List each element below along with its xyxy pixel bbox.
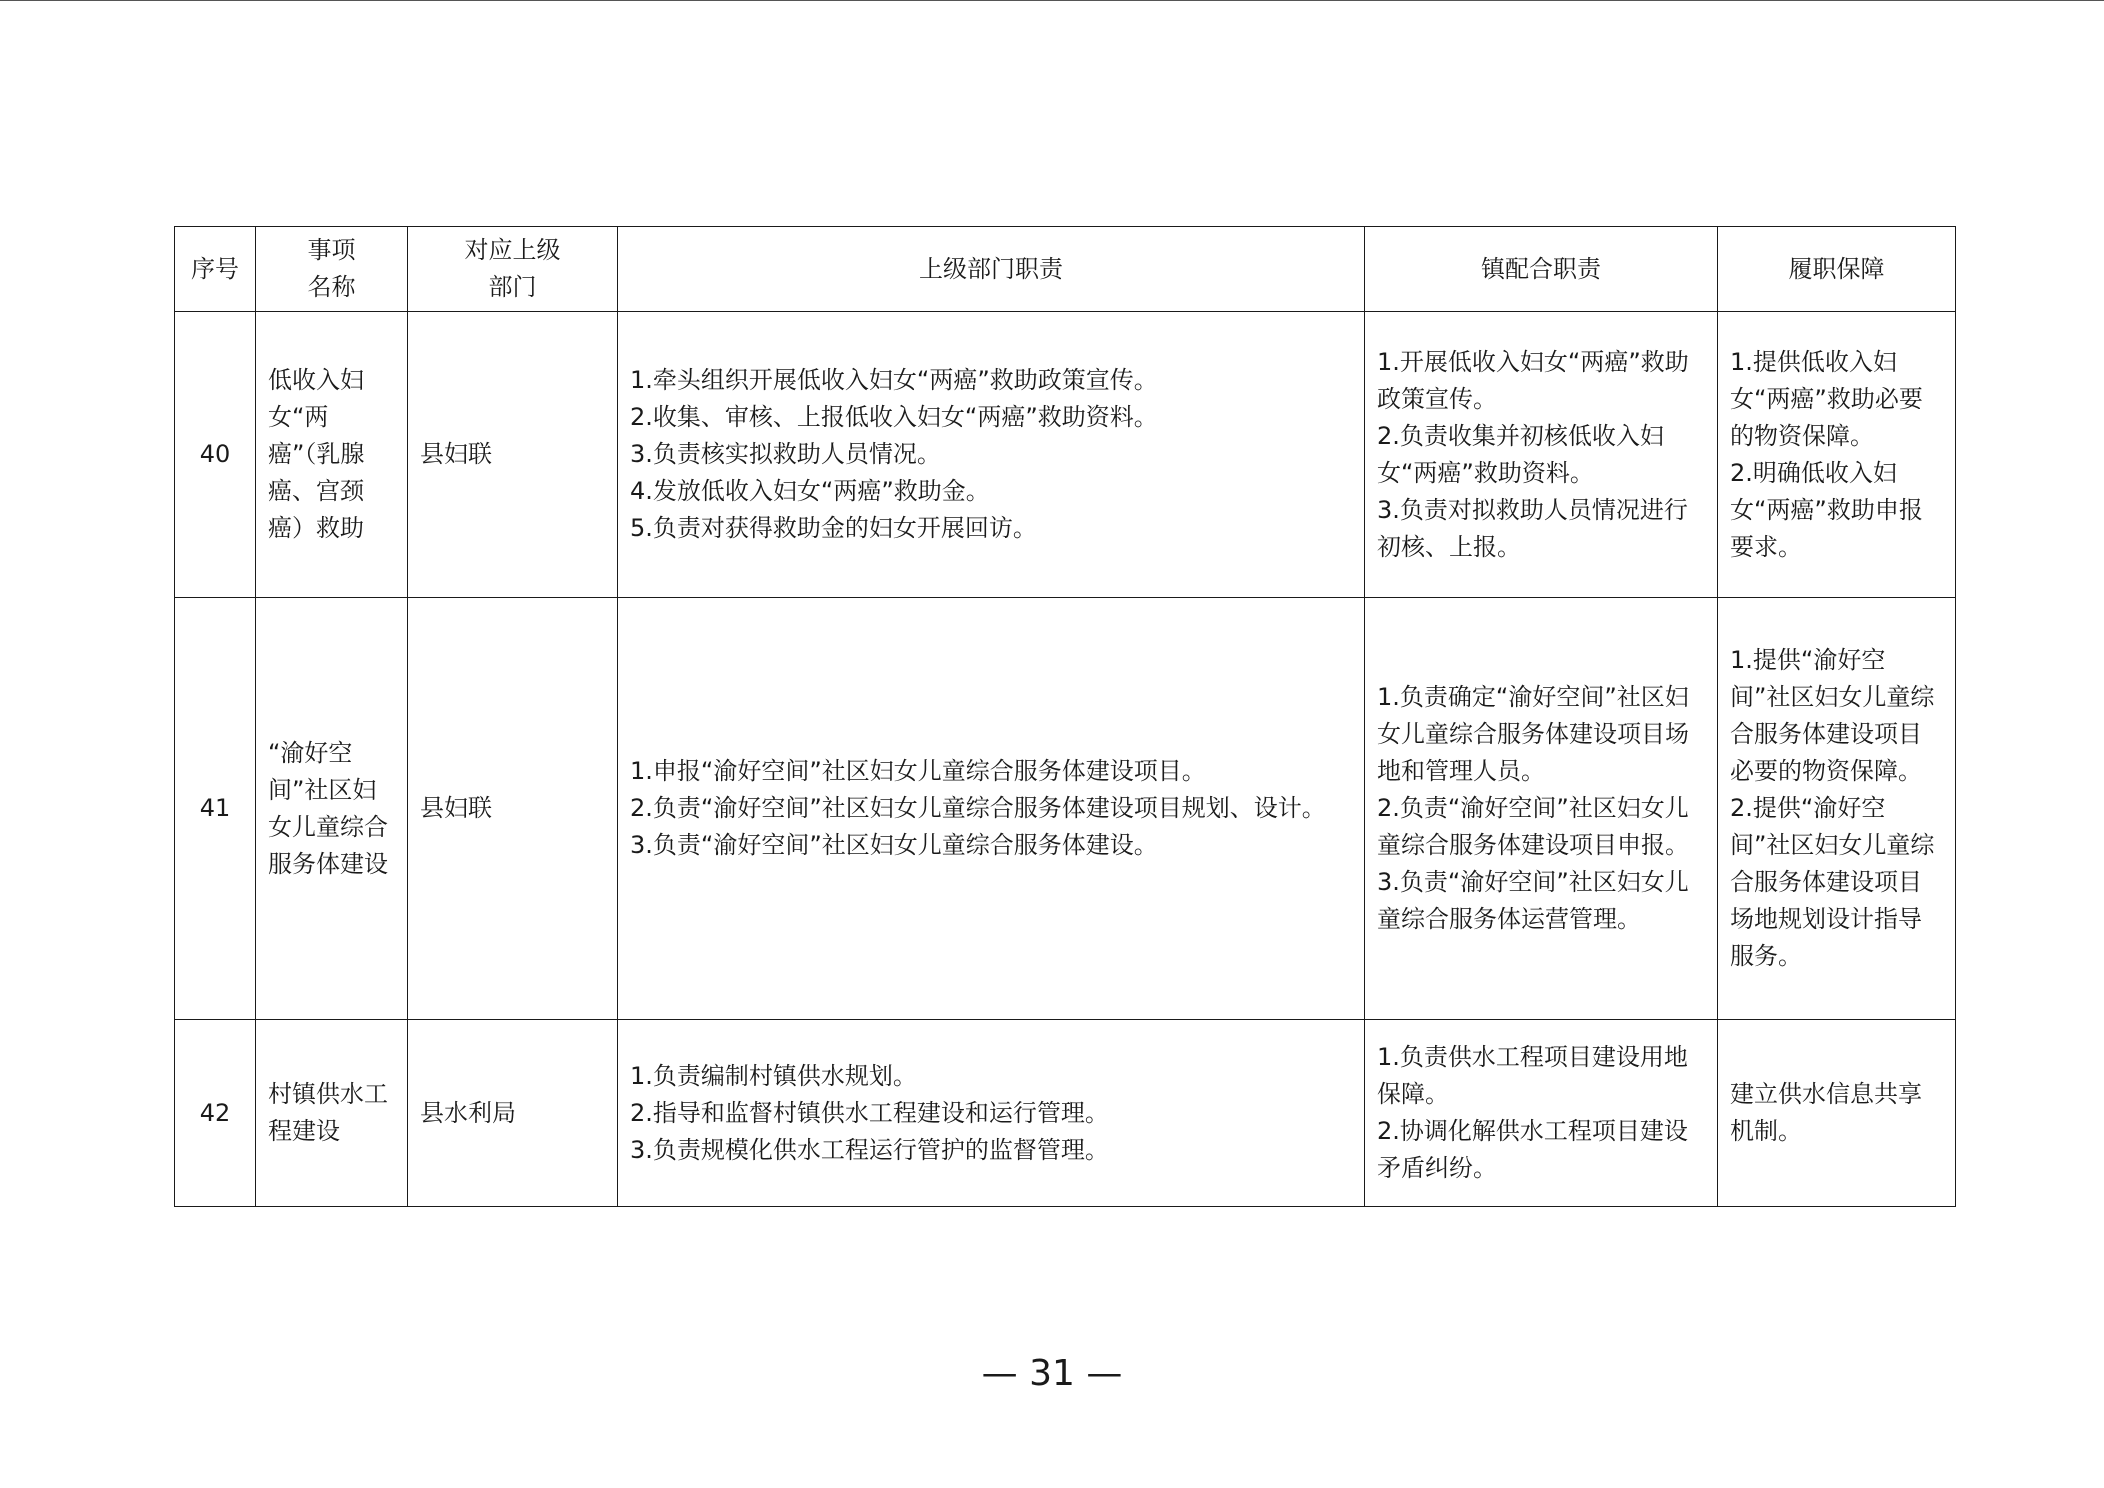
guarantee-cell bbox=[1718, 1020, 1956, 1207]
duty-line: 3.负责“渝好空间”社区妇女儿童综合服务体运营管理。 bbox=[1377, 868, 1689, 933]
upper-duty-cell bbox=[618, 312, 1365, 598]
upper-dept-cell: 县妇联 bbox=[408, 598, 618, 1020]
responsibility-table bbox=[174, 226, 1956, 1207]
duty-line: 3.负责对拟救助人员情况进行初核、上报。 bbox=[1377, 495, 1688, 561]
duty-line: 1.申报“渝好空间”社区妇女儿童综合服务体建设项目。 bbox=[630, 757, 1206, 785]
duty-line: 1.负责确定“渝好空间”社区妇女儿童综合服务体建设项目场地和管理人员。 bbox=[1377, 683, 1689, 785]
row-number: 41 bbox=[175, 598, 256, 1020]
header-upper-duty: 上级部门职责 bbox=[618, 227, 1365, 312]
town-duty-cell bbox=[1365, 1020, 1718, 1207]
guarantee-cell bbox=[1718, 312, 1956, 598]
duty-line: 2.负责收集并初核低收入妇女“两癌”救助资料。 bbox=[1377, 421, 1664, 487]
header-no: 序号 bbox=[175, 227, 256, 312]
header-dept-line1: 对应上级 bbox=[464, 236, 561, 264]
duty-line: 2.协调化解供水工程项目建设矛盾纠纷。 bbox=[1377, 1117, 1688, 1182]
duty-line: 1.开展低收入妇女“两癌”救助政策宣传。 bbox=[1377, 347, 1689, 413]
header-guarantee: 履职保障 bbox=[1718, 227, 1956, 312]
duty-line: 4.发放低收入妇女“两癌”救助金。 bbox=[630, 477, 990, 505]
row-number: 40 bbox=[175, 312, 256, 598]
header-item-name bbox=[256, 227, 408, 312]
duty-line: 1.负责编制村镇供水规划。 bbox=[630, 1061, 917, 1090]
header-upper-dept bbox=[408, 227, 618, 312]
page-number: — 31 — bbox=[981, 1353, 1123, 1394]
item-name-cell: 村镇供水工程建设 bbox=[256, 1020, 408, 1207]
town-duty-cell bbox=[1365, 312, 1718, 598]
top-border-line bbox=[0, 0, 2104, 1]
table-row bbox=[175, 598, 1956, 1020]
header-dept-line2: 部门 bbox=[488, 273, 537, 301]
duty-line: 2.明确低收入妇女“两癌”救助申报要求。 bbox=[1730, 458, 1923, 561]
duty-line: 3.负责核实拟救助人员情况。 bbox=[630, 440, 941, 468]
town-duty-cell bbox=[1365, 598, 1718, 1020]
table-row bbox=[175, 312, 1956, 598]
upper-duty-cell bbox=[618, 598, 1365, 1020]
guarantee-cell bbox=[1718, 598, 1956, 1020]
upper-duty-cell bbox=[618, 1020, 1365, 1207]
duty-line: 建立供水信息共享机制。 bbox=[1730, 1080, 1922, 1145]
duty-line: 2.负责“渝好空间”社区妇女儿童综合服务体建设项目申报。 bbox=[1377, 794, 1689, 859]
table-header-row bbox=[175, 227, 1956, 312]
duty-line: 2.指导和监督村镇供水工程建设和运行管理。 bbox=[630, 1098, 1109, 1127]
duty-line: 2.负责“渝好空间”社区妇女儿童综合服务体建设项目规划、设计。 bbox=[630, 794, 1326, 822]
duty-line: 3.负责“渝好空间”社区妇女儿童综合服务体建设。 bbox=[630, 831, 1158, 859]
duty-line: 3.负责规模化供水工程运行管护的监督管理。 bbox=[630, 1135, 1109, 1164]
duty-line: 5.负责对获得救助金的妇女开展回访。 bbox=[630, 514, 1037, 542]
upper-dept-cell: 县妇联 bbox=[408, 312, 618, 598]
header-item-line2: 名称 bbox=[307, 273, 356, 301]
row-number: 42 bbox=[175, 1020, 256, 1207]
item-name-cell: 低收入妇女“两癌”（乳腺癌、宫颈癌）救助 bbox=[256, 312, 408, 598]
duty-line: 1.负责供水工程项目建设用地保障。 bbox=[1377, 1043, 1688, 1108]
header-item-line1: 事项 bbox=[307, 236, 356, 264]
duty-line: 1.提供“渝好空间”社区妇女儿童综合服务体建设项目必要的物资保障。 bbox=[1730, 646, 1935, 785]
duty-line: 2.收集、审核、上报低收入妇女“两癌”救助资料。 bbox=[630, 403, 1158, 431]
duty-line: 1.牵头组织开展低收入妇女“两癌”救助政策宣传。 bbox=[630, 366, 1158, 394]
item-name-cell: “渝好空间”社区妇女儿童综合服务体建设 bbox=[256, 598, 408, 1020]
upper-dept-cell: 县水利局 bbox=[408, 1020, 618, 1207]
duty-line: 2.提供“渝好空间”社区妇女儿童综合服务体建设项目场地规划设计指导服务。 bbox=[1730, 794, 1935, 970]
header-town-duty: 镇配合职责 bbox=[1365, 227, 1718, 312]
duty-line: 1.提供低收入妇女“两癌”救助必要的物资保障。 bbox=[1730, 347, 1923, 450]
table-row bbox=[175, 1020, 1956, 1207]
